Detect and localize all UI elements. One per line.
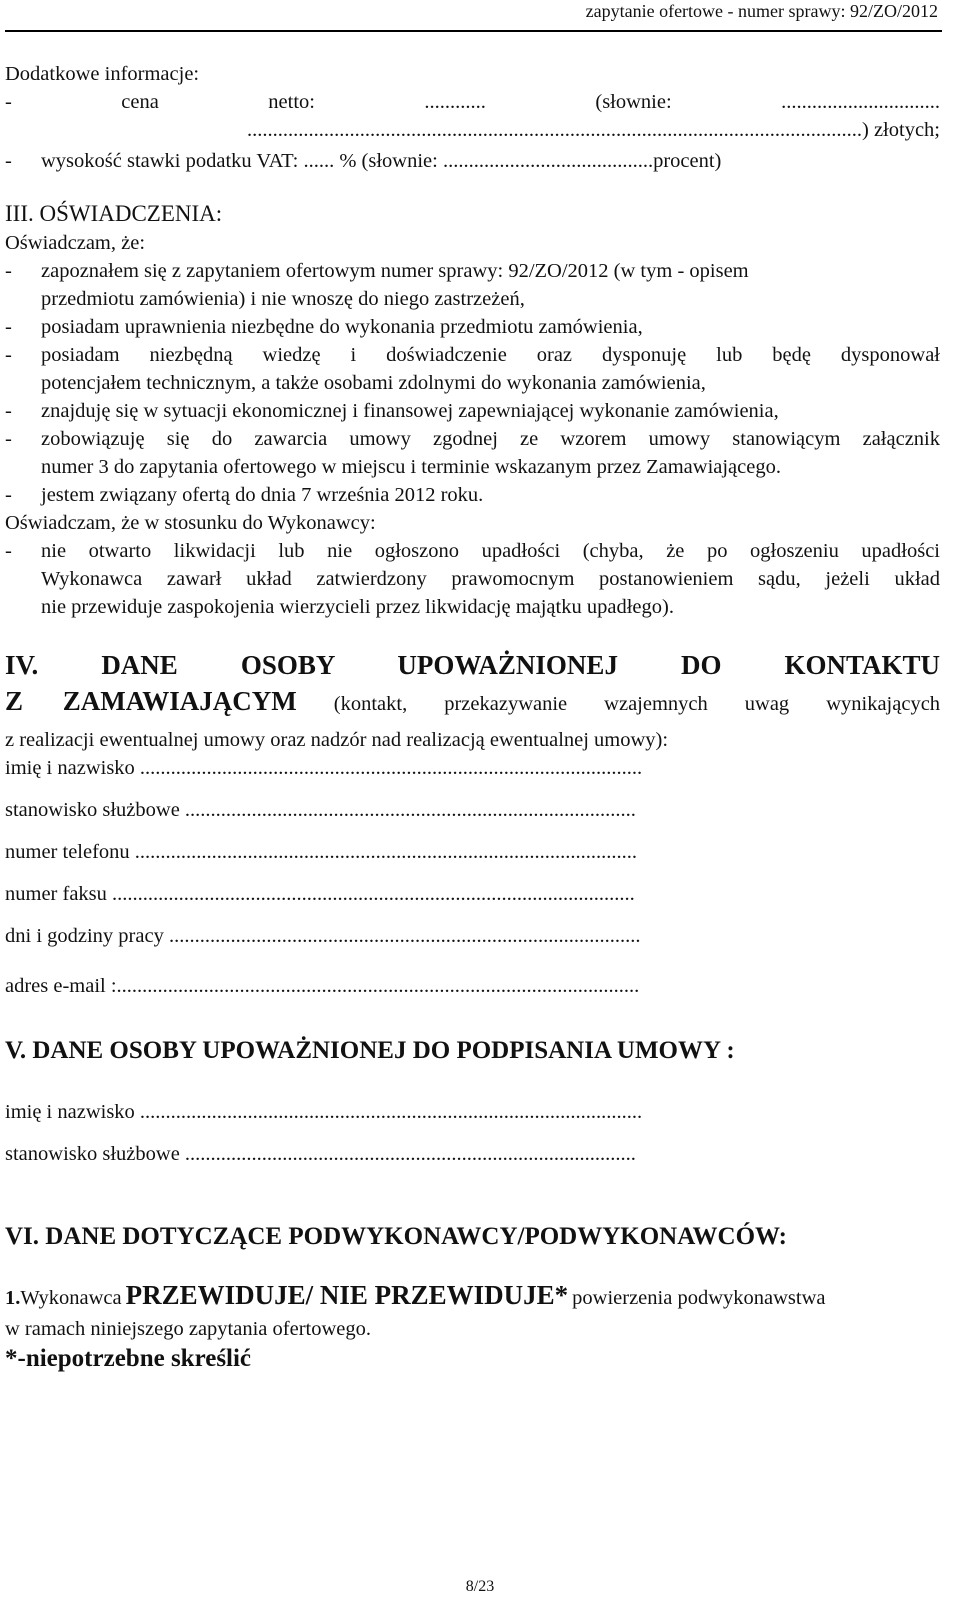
contact-position-field[interactable]: stanowisko służbowe ........................................................................................	[5, 799, 636, 821]
price-dots: ............	[424, 91, 486, 113]
dash: -	[5, 150, 12, 172]
item-number: 1.	[5, 1287, 21, 1309]
list-item	[5, 313, 940, 341]
price-line-1	[5, 88, 940, 116]
list-item-text: Wykonawca zawarł układ zatwierdzony prawomocnym postanowieniem sądu, jeżeli układ	[41, 568, 940, 590]
title-word: OSOBY	[240, 650, 335, 680]
title-word: UPOWAŻNIONEJ	[397, 650, 618, 680]
section-3-intro-2: Oświadczam, że w stosunku do Wykonawcy:	[5, 512, 376, 534]
list-item	[5, 537, 940, 565]
dash: -	[5, 540, 12, 562]
list-item	[5, 341, 940, 369]
list-item-text: znajduję się w sytuacji ekonomicznej i finansowej zapewniającej wykonanie zamówienia,	[41, 400, 779, 422]
list-item-text: nie przewiduje zaspokojenia wierzycieli przez likwidację majątku upadłego).	[41, 596, 674, 618]
list-item	[5, 397, 940, 425]
list-item-text: posiadam uprawnienia niezbędne do wykonania przedmiotu zamówienia,	[41, 316, 643, 338]
subcontractor-post: powierzenia podwykonawstwa	[572, 1287, 826, 1309]
title-word: przekazywanie	[444, 693, 568, 715]
subcontractor-pre: Wykonawca	[20, 1287, 122, 1309]
title-word: DANE	[101, 650, 178, 680]
subcontractor-line-2: w ramach niniejszego zapytania ofertowego.	[5, 1318, 371, 1340]
list-item	[5, 425, 940, 453]
list-item-text: zapoznałem się z zapytaniem ofertowym numer sprawy: 92/ZO/2012 (w tym - opisem	[41, 260, 749, 282]
page-header: zapytanie ofertowe - numer sprawy: 92/ZO/2012	[585, 1, 938, 21]
list-item-text: nie otwarto likwidacji lub nie ogłoszono upadłości (chyba, że po ogłoszeniu upadłości	[41, 540, 940, 562]
title-word: uwag	[744, 693, 790, 715]
contact-name-field[interactable]: imię i nazwisko ..................................................................................................	[5, 757, 643, 779]
list-item-text: przedmiotu zamówienia) i nie wnoszę do niego zastrzeżeń,	[41, 288, 525, 310]
list-item	[5, 481, 940, 509]
dash: -	[5, 484, 12, 506]
dash: -	[5, 428, 12, 450]
section-4-line-3: z realizacji ewentualnej umowy oraz nadzór nad realizacją ewentualnej umowy):	[5, 729, 669, 751]
price-word: netto:	[268, 91, 315, 113]
price-word: cena	[121, 91, 159, 113]
vat-line	[5, 147, 940, 175]
dash: -	[5, 316, 12, 338]
contact-hours-field[interactable]: dni i godziny pracy ............................................................................................	[5, 925, 641, 947]
section-3-title: III. OŚWIADCZENIA:	[5, 201, 223, 226]
section-3-intro: Oświadczam, że:	[5, 232, 146, 254]
subcontractor-line	[5, 1280, 940, 1311]
list-item-text: posiadam niezbędną wiedzę i doświadczenie oraz dysponuję lub będę dysponował	[41, 344, 940, 366]
list-item	[5, 257, 940, 285]
header-rule	[5, 30, 942, 32]
title-bold-part: Z ZAMAWIAJĄCYM	[5, 686, 297, 716]
list-item-text: numer 3 do zapytania ofertowego w miejscu i terminie wskazanym przez Zamawiającego.	[41, 456, 781, 478]
section-6-title: VI. DANE DOTYCZĄCE PODWYKONAWCY/PODWYKONAWCÓW:	[5, 1223, 787, 1250]
signer-position-field[interactable]: stanowisko służbowe ........................................................................................	[5, 1143, 636, 1165]
title-word: wynikających	[826, 693, 941, 715]
document-body	[5, 60, 940, 1375]
list-item-text: potencjałem technicznym, a także osobami zdolnymi do wykonania zamówienia,	[41, 372, 706, 394]
title-word: IV.	[5, 650, 39, 680]
footnote: *-niepotrzebne skreślić	[5, 1345, 252, 1372]
list-item-text: zobowiązuję się do zawarcia umowy zgodnej ze wzorem umowy stanowiącym załącznik	[41, 428, 940, 450]
price-dots: ...............................	[781, 91, 940, 113]
dash: -	[5, 400, 12, 422]
dash: -	[5, 91, 12, 113]
section-4-title-line-2	[5, 685, 940, 722]
signer-name-field[interactable]: imię i nazwisko ..................................................................................................	[5, 1101, 643, 1123]
dash: -	[5, 260, 12, 282]
title-word: DO	[680, 650, 722, 680]
title-word: KONTAKTU	[784, 650, 941, 680]
price-word: (słownie:	[595, 91, 672, 113]
vat-text: wysokość stawki podatku VAT: ...... % (słownie: .........................................procent)	[41, 150, 722, 172]
contact-fax-field[interactable]: numer faksu ......................................................................................................	[5, 883, 635, 905]
page-number: 8/23	[465, 1578, 495, 1595]
contact-email-field[interactable]: adres e-mail :......................................................................................................	[5, 975, 640, 997]
additional-info-title: Dodatkowe informacje:	[5, 63, 200, 85]
price-line-2-text: ........................................................................................................................) złotych;	[247, 119, 940, 141]
contact-phone-field[interactable]: numer telefonu ..................................................................................................	[5, 841, 638, 863]
title-word: (kontakt,	[333, 693, 408, 715]
subcontractor-choice[interactable]: PRZEWIDUJE/ NIE PRZEWIDUJE*	[125, 1280, 569, 1310]
section-5-title: V. DANE OSOBY UPOWAŻNIONEJ DO PODPISANIA UMOWY :	[5, 1037, 735, 1064]
list-item-text: jestem związany ofertą do dnia 7 września 2012 roku.	[41, 484, 484, 506]
dash: -	[5, 344, 12, 366]
price-line-2	[5, 116, 940, 144]
section-4-title	[5, 649, 940, 681]
title-word: wzajemnych	[604, 693, 708, 715]
